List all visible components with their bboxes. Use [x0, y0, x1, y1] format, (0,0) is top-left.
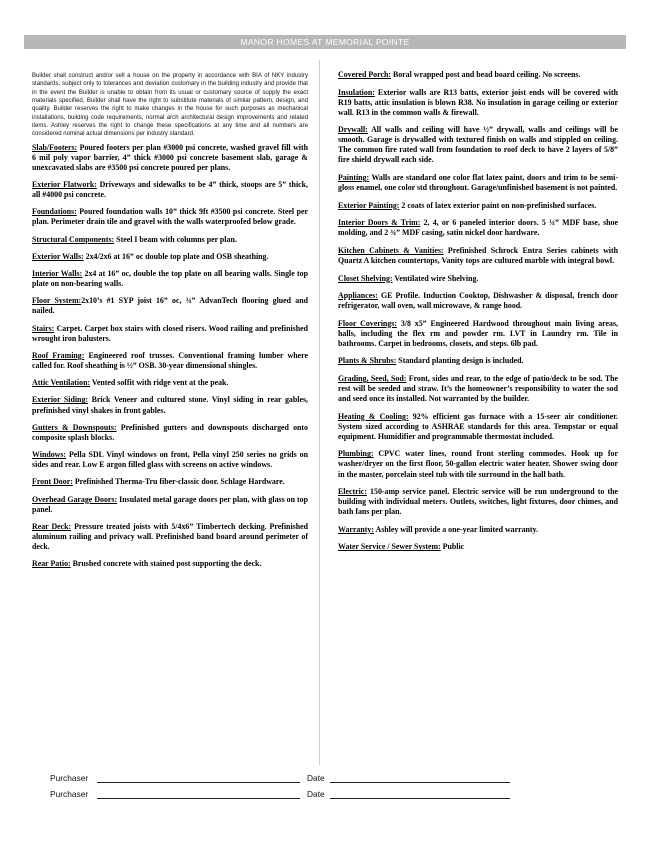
spec-item	[32, 395, 308, 415]
spec-heading: Heating & Cooling:	[338, 411, 409, 421]
spec-text: Driveways and sidewalks to be 4” thick, stoops are 5” thick, all #4000 psi concrete.	[32, 180, 308, 200]
spec-heading: Structural Components:	[32, 234, 115, 244]
date-line-1[interactable]	[330, 782, 510, 783]
spec-heading: Interior Doors & Trim:	[338, 218, 421, 228]
spec-item	[338, 319, 618, 349]
spec-item	[338, 70, 618, 80]
spec-text: Vented soffit with ridge vent at the peak.	[90, 378, 229, 388]
spec-text: Pressure treated joists with 5/4x6” Timbertech decking. Prefinished aluminum railing and privacy wall. Prefinished band board around perimeter of deck.	[32, 521, 308, 551]
spec-heading: Slab/Footers:	[32, 142, 78, 152]
spec-item	[338, 125, 618, 165]
spec-text: 2, 4, or 6 paneled interior doors. 5 ¼” MDF base, shoe molding, and 2 ¾” MDF casing, satin nickel door hardware.	[338, 218, 619, 238]
spec-heading: Front Door:	[32, 477, 73, 487]
spec-item	[32, 324, 308, 344]
spec-item	[32, 522, 308, 552]
spec-item	[32, 559, 308, 569]
date-label-1: Date	[307, 773, 325, 783]
spec-heading: Foundations:	[32, 207, 77, 217]
intro-paragraph: Builder shall construct and/or sell a house on the property in accordance with BIA of NKY industry standards, subject only to tolerances and deviation customary in the building industry and provide that in the event the Builder is unable to obtain from its usual or customary source of supply the exact materials specified, Builder shall have the right to substitute materials of similar pattern, design, and quality. Builder reserves the right to make changes in the house for such purposes as mechanical installations, building code requirements, normal arch architectural design improvements and related items. Ashley reserves the right to change these specifications at any time and all numbers are considered nominal actual dimensions per industry standard.	[32, 73, 308, 138]
spec-heading: Appliances:	[338, 291, 378, 301]
spec-item	[338, 487, 618, 517]
page-title: MANOR HOMES AT MEMORIAL POINTE	[24, 35, 626, 49]
spec-item	[338, 173, 618, 193]
spec-text: 150-amp service panel. Electric service will be run underground to the building with individual meters. Outlets, switches, light fixtures, door chimes, and bath fans per plan.	[338, 487, 618, 517]
spec-heading: Painting:	[338, 173, 370, 183]
spec-heading: Covered Porch:	[338, 70, 391, 79]
spec-text: 92% efficient gas furnace with a 15-seer air conditioner. System sized according to ASHRAE standards for this area. Tempstar or equal equipment. Humidifier and programmable thermostat included.	[338, 411, 618, 441]
spec-heading: Windows:	[32, 450, 67, 460]
purchaser-label-1: Purchaser	[50, 773, 89, 783]
spec-text: All walls and ceiling will have ½” drywall, walls and ceilings will be smooth. Garage is drywalled with textured finish on walls and stippled on ceiling. The common fire rated wall from foundation to roof deck to have 2 layers of 5/8” fire shield drywall each side.	[338, 125, 618, 165]
right-column	[338, 70, 618, 560]
spec-item	[338, 449, 618, 479]
spec-item	[338, 246, 618, 266]
spec-heading: Kitchen Cabinets & Vanities:	[338, 245, 444, 255]
spec-text: CPVC water lines, round front sterling commodes. Hook up for washer/dryer on the first floor, 50-gallon electric water heater. Shower swing door in the master, porcelain steel tub with tile surround in the hall bath.	[338, 449, 618, 479]
spec-heading: Exterior Siding:	[32, 395, 89, 405]
right-spec-list	[338, 70, 618, 552]
spec-item	[32, 207, 308, 227]
column-divider	[319, 60, 320, 765]
spec-text: Prefinished Schrock Entra Series cabinets with Quartz A kitchen countertops, Vanity tops are cultured marble with integral bowl.	[338, 245, 618, 265]
spec-text: Boral wrapped post and bead board ceiling. No screens.	[390, 70, 581, 79]
purchaser-signature-line-1[interactable]	[97, 782, 300, 783]
spec-heading: Insulation:	[338, 87, 375, 97]
spec-text: Public	[440, 542, 465, 552]
spec-item	[338, 218, 618, 238]
spec-heading: Electric:	[338, 487, 367, 497]
spec-text: Poured foundation walls 10” thick 9ft #3500 psi concrete. Steel per plan. Perimeter drain tile and gravel with the walls waterproofed below grade.	[32, 207, 308, 227]
spec-item	[32, 423, 308, 443]
spec-text: 2x10’s #1 SYP joist 16” oc, ¾” AdvanTech flooring glued and nailed.	[32, 296, 308, 316]
spec-item	[32, 477, 308, 487]
spec-heading: Floor System:	[32, 296, 82, 306]
spec-heading: Exterior Flatwork:	[32, 180, 97, 190]
spec-heading: Plants & Shrubs:	[338, 356, 397, 366]
spec-heading: Stairs:	[32, 323, 55, 333]
spec-item	[32, 378, 308, 388]
spec-heading: Rear Deck:	[32, 521, 72, 531]
spec-item	[338, 201, 618, 211]
spec-item	[338, 374, 618, 404]
spec-heading: Roof Framing:	[32, 350, 85, 360]
spec-text: Brick Veneer and cultured stone. Vinyl siding in rear gables, prefinished vinyl shakes in front gables.	[32, 395, 308, 415]
spec-heading: Attic Ventilation:	[32, 378, 91, 388]
spec-heading: Grading, Seed, Sod:	[338, 374, 407, 384]
spec-text: Walls are standard one color flat latex paint, doors and trim to be semi-gloss enamel, one color std throughout. Garage/unfinished basement is not painted.	[338, 173, 618, 193]
date-line-2[interactable]	[330, 798, 510, 799]
spec-item	[338, 88, 618, 118]
spec-item	[338, 412, 618, 442]
spec-text: Brushed concrete with stained post supporting the deck.	[70, 559, 262, 569]
spec-item	[32, 235, 308, 245]
spec-text: Engineered roof trusses. Conventional framing lumber where called for. Roof sheathing is ½” OSB. 30-year dimensional shingles.	[32, 350, 309, 370]
spec-item	[32, 351, 308, 371]
spec-heading: Gutters & Downspouts:	[32, 422, 117, 432]
spec-heading: Overhead Garage Doors:	[32, 494, 118, 504]
spec-heading: Warranty:	[338, 524, 374, 534]
spec-heading: Water Service / Sewer System:	[338, 542, 441, 552]
spec-text: Pella SDL Vinyl windows on front, Pella vinyl 250 series no grids on sides and rear. Low E argon filled glass with screens on active windows.	[32, 450, 308, 470]
spec-text: Insulated metal garage doors per plan, with glass on top panel.	[32, 494, 309, 514]
spec-heading: Floor Coverings:	[338, 318, 397, 328]
spec-item	[338, 525, 618, 535]
spec-item	[32, 450, 308, 470]
spec-text: Exterior walls are R13 batts, exterior joist ends will be covered with R19 batts, attic insulation is blown R38. No insulation in garage ceiling or exterior wall. R13 in the common walls & firewall.	[338, 87, 618, 117]
spec-text: Ashley will provide a one-year limited warranty.	[373, 524, 539, 534]
spec-item	[32, 143, 308, 173]
spec-text: Prefinished Therma-Tru fiber-classic door. Schlage Hardware.	[72, 477, 285, 487]
spec-heading: Plumbing:	[338, 449, 374, 459]
spec-text: Steel I beam with columns per plan.	[114, 234, 237, 244]
left-column	[32, 72, 308, 576]
spec-item	[32, 180, 308, 200]
spec-item	[32, 252, 308, 262]
spec-item	[338, 274, 618, 284]
spec-text: Prefinished gutters and downspouts discharged onto composite splash blocks.	[32, 422, 308, 442]
spec-heading: Drywall:	[338, 125, 368, 135]
spec-heading: Exterior Painting:	[338, 200, 400, 210]
spec-text: GE Profile. Induction Cooktop, Dishwasher & disposal, french door refrigerator, wall oven, wall microwave, & range hood.	[338, 291, 618, 311]
spec-heading: Exterior Walls:	[32, 251, 84, 261]
spec-text: 2 coats of latex exterior paint on non-prefinished surfaces.	[399, 200, 597, 210]
spec-text: Front, sides and rear, to the edge of patio/deck to be sod. The rest will be seeded and straw. It’s the homeowner’s responsibility to water the sod and seed once its installed. Not warranted by the builder.	[338, 374, 618, 404]
spec-item	[338, 542, 618, 552]
purchaser-signature-line-2[interactable]	[97, 798, 300, 799]
spec-item	[338, 291, 618, 311]
spec-text: Standard planting design is included.	[396, 356, 524, 366]
spec-item	[32, 269, 308, 289]
spec-text: Poured footers per plan #3000 psi concrete, washed gravel fill with 6 mil poly vapor barrier, 4” thick #3000 psi concrete basement slab, garage & unexcavated slabs are #3500 psi concrete poured per plans.	[32, 142, 308, 172]
spec-heading: Interior Walls:	[32, 269, 83, 279]
spec-item	[32, 296, 308, 316]
spec-heading: Closet Shelving:	[338, 273, 393, 283]
spec-text: 2x4 at 16” oc, double the top plate on all bearing walls. Single top plate on non-bearing walls.	[32, 269, 308, 289]
left-spec-list	[32, 143, 308, 569]
spec-item	[338, 356, 618, 366]
spec-text: 3/8 x5” Engineered Hardwood throughout main living areas, halls, including the flex rm and powder rm. LVT in Laundry rm. Tile in bathrooms. Carpet in bedrooms, closets, and steps. 6lb pad.	[338, 318, 618, 348]
spec-heading: Rear Patio:	[32, 559, 71, 569]
spec-text: Ventilated wire Shelving.	[392, 273, 479, 283]
spec-text: Carpet. Carpet box stairs with closed risers. Wood railing and prefinished wrought iron balusters.	[32, 323, 308, 343]
spec-text: 2x4/2x6 at 16” oc double top plate and OSB sheathing.	[83, 251, 269, 261]
spec-item	[32, 495, 308, 515]
purchaser-label-2: Purchaser	[50, 789, 89, 799]
date-label-2: Date	[307, 789, 325, 799]
